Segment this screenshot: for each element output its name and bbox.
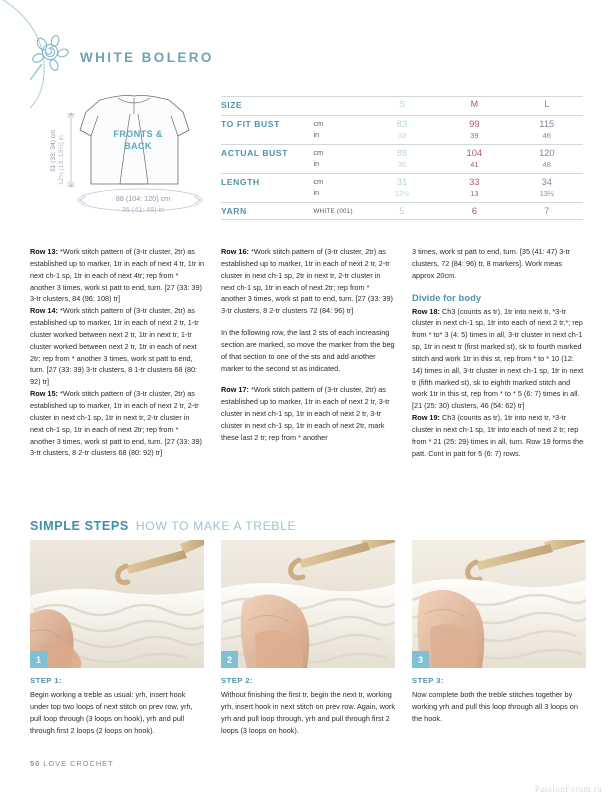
page-header	[30, 34, 214, 80]
unit-cm: cm	[313, 176, 324, 186]
row-unit-to-fit-bust	[314, 115, 366, 144]
cell-yarn-m: 6	[438, 202, 510, 220]
paragraph-row-19	[412, 412, 586, 459]
row-16-text: *Work stitch pattern of (3-tr cluster, 2tr) as established up to marker, 1tr in each of next 2 tr, 2-tr cluster in next ch-1 sp, 2tr in next tr, 2-tr cluster in next ch-1 sp, 1tr in each of next 2tr; rep from * another 3 times, work st patt to end, turn. [27 (33: 39) 3-tr clusters, 8 2-tr clusters 72 (84: 96) tr]	[221, 247, 393, 316]
height-cm: 31 (33: 34) cm	[50, 129, 57, 172]
row-16-label: Row 16:	[221, 247, 249, 256]
val-in: 33	[397, 131, 407, 140]
step-1-illustration	[30, 540, 204, 668]
val-in: 13	[470, 189, 479, 198]
table-row-to-fit-bust	[221, 115, 583, 144]
watermark: PassionForum.ru	[534, 784, 602, 794]
step-number-badge-1: 1	[30, 651, 47, 668]
row-15-label: Row 15:	[30, 389, 58, 399]
instruction-column-1	[30, 246, 204, 460]
step-photo-1	[30, 540, 204, 668]
table-bottom-rule	[221, 220, 583, 221]
val-in: 12½	[394, 189, 410, 198]
step-photo-2	[221, 540, 395, 668]
val-cm: 88	[396, 146, 408, 158]
cell-yarn-s: 5	[366, 202, 438, 220]
row-label-size: SIZE	[221, 97, 314, 116]
schematic-width-dimension	[78, 193, 208, 215]
row-13-label: Row 13:	[30, 247, 58, 256]
paragraph-row-13	[30, 246, 204, 305]
garment-schematic	[52, 92, 217, 222]
step-2-illustration	[221, 540, 395, 668]
val-cm: 34	[541, 175, 552, 187]
unit-in: in	[313, 130, 320, 139]
schematic-height-dimension	[50, 120, 66, 200]
instruction-column-2	[221, 246, 395, 460]
row-19-label: Row 19:	[412, 413, 440, 423]
page-number: 50	[30, 759, 41, 768]
table-row-actual-bust	[221, 144, 583, 173]
schematic-label-line2: BACK	[124, 141, 152, 151]
table-row-yarn	[221, 202, 583, 220]
simple-steps-title: SIMPLE STEPS	[30, 519, 129, 533]
row-unit-size	[314, 97, 366, 116]
val-cm: 33	[469, 175, 480, 187]
row-label-yarn: YARN	[221, 202, 314, 220]
cell-to-fit-bust-l	[511, 115, 583, 144]
paragraph-row-15	[30, 388, 204, 459]
val-cm: 31	[396, 175, 408, 187]
row-unit-yarn	[314, 202, 366, 220]
subheading-divide-for-body: Divide for body	[412, 292, 482, 303]
step-title-2: STEP 2:	[221, 676, 254, 685]
step-title-1: STEP 1:	[30, 676, 63, 685]
val-in: 39	[470, 131, 479, 140]
step-body-1: Begin working a treble as usual: yrh, insert hook under top two loops of next stitch on prev row, yrh, pull loop through (3 loops on hook), yrh and pull through first 2 loops (2 loops on hook).	[30, 690, 193, 735]
val-cm: 83	[396, 117, 408, 129]
flower-spiral-icon	[30, 34, 70, 80]
row-label-length: LENGTH	[221, 173, 314, 202]
simple-steps-list	[30, 540, 586, 736]
step-photo-3	[412, 540, 586, 668]
row-14-text: *Work stitch pattern of (3-tr cluster, 2tr) as established up to marker, 1tr in each of next 2 tr, 1-tr cluster worked between next 2 tr, 1tr in next tr, 1-tr cluster worked between next 2 tr, 1tr in each of next 2tr; rep from * another 3 times, work st patt to end, turn. [27 (33: 39) 3-tr clusters, 8 1-tr clusters 68 (80: 92) tr]	[30, 306, 199, 387]
step-3-illustration	[412, 540, 586, 668]
paragraph-row-18	[412, 306, 586, 413]
yarn-shade-name: WHITE (001)	[313, 207, 353, 215]
instruction-column-3	[412, 246, 586, 460]
row-19-text: Ch3 (counts as tr), 1tr into next tr, *3-tr cluster in next ch-1 sp, 1tr into each of next 2 tr; rep from * 21 (25: 29) times in all, turn. Row 19 forms the patt. Cont in patt for 5 (6: 7) rows.	[412, 413, 584, 458]
pattern-instructions	[30, 246, 586, 460]
row-17-text: *Work stitch pattern of (3-tr cluster, 2tr) as established up to marker, 1tr in each of next 2 tr, 3-tr cluster in next ch-1 sp, 1tr in each of next 2 tr, 3-tr cluster in next ch-1 sp, 1tr in each of next 2tr, mark these last 2 tr; rep from * another	[221, 385, 390, 442]
step-body-2: Without finishing the first tr, begin the next tr, working yrh, insert hook in next stitch on prev row. Again, work yrh and pull loop through, yrh and pull through first 2 loops (3 loops on hook).	[221, 690, 395, 735]
val-cm: 120	[538, 146, 555, 158]
row-17-label: Row 17:	[221, 385, 249, 395]
step-number-badge-3: 3	[412, 651, 429, 668]
row-13-text: *Work stitch pattern of (3-tr cluster, 2tr) as established up to marker, 1tr in each of next 4 tr, 1tr in next ch-1 sp, 1tr in each of next 4tr; rep from * another 3 times, work st patt to end, turn. [27 (33: 39) 3-tr clusters, 84 (96: 108) tr]	[30, 247, 205, 304]
row-label-actual-bust: ACTUAL BUST	[221, 144, 314, 173]
width-in: 35 (41: 48) in	[121, 205, 165, 214]
cell-length-s	[366, 173, 438, 202]
cell-length-l	[511, 173, 583, 202]
row-unit-actual-bust	[314, 144, 366, 173]
step-item-1	[30, 540, 204, 736]
cell-actual-bust-m	[438, 144, 510, 173]
val-in: 13½	[539, 189, 554, 198]
paragraph-row-14	[30, 305, 204, 388]
unit-cm: cm	[313, 118, 324, 128]
row-14-label: Row 14:	[30, 306, 58, 316]
step-item-3	[412, 540, 586, 736]
step-item-2	[221, 540, 395, 736]
row-unit-length	[314, 173, 366, 202]
val-in: 35	[397, 160, 407, 169]
paragraph-row-17	[221, 384, 395, 443]
row-18-text: Ch3 (counts as tr), 1tr into next tr, *3-tr cluster in next ch-1 sp, 1tr into each of next 2 tr,*; rep from * to* 3 (4: 5) times in all, 3-tr cluster in next ch-1 sp, 1tr in next tr (first marked st), sk to fourth marked stitch and work 1tr in this st, rep from * to * 10 (12: 14) times in all, 3-tr cluster in next ch-1 sp, 1tr in next tr (fifth marked st), sk to eighth marked stitch and work 1tr in this st, rep from * to * 5 (6: 7) times in all. [21 (25: 30) clusters, 46 (54: 62) tr]	[412, 306, 584, 411]
cell-size-s: S	[366, 97, 438, 116]
table-row-length	[221, 173, 583, 202]
step-body-3: Now complete both the treble stitches together by working yrh and pull this loop through all 3 loops on the hook.	[412, 690, 578, 723]
val-in: 41	[470, 160, 479, 169]
val-cm: 115	[539, 117, 555, 129]
cell-length-m	[438, 173, 510, 202]
height-in: 12½ (13: 13½) in	[58, 135, 65, 185]
cell-size-m: M	[438, 97, 510, 116]
cell-actual-bust-l	[511, 144, 583, 173]
row-15-text: *Work stitch pattern of (3-tr cluster, 2tr) as established up to marker, 1tr in each of next 2 tr, 2-tr cluster in next ch-1 sp, 1tr in next tr, 2-tr cluster in next ch-1 sp, 1tr in each of next 2tr; rep from * another 3 times, work st patt to end, turn. [27 (33: 39) 3-tr clusters, 8 2-tr clusters 68 (80: 92) tr]	[30, 389, 202, 458]
schematic-label-line1: FRONTS &	[113, 129, 163, 139]
page-title: WHITE BOLERO	[80, 49, 214, 65]
size-table	[221, 96, 583, 220]
unit-in: in	[313, 188, 320, 197]
cell-actual-bust-s	[366, 144, 438, 173]
unit-cm: cm	[313, 147, 324, 157]
row-label-to-fit-bust: TO FIT BUST	[221, 115, 314, 144]
val-in: 46	[542, 131, 551, 140]
val-in: 48	[542, 160, 551, 169]
simple-steps-subtitle: HOW TO MAKE A TREBLE	[135, 519, 297, 533]
publication-name: LOVE CROCHET	[43, 759, 114, 768]
paragraph-marker-note: In the following row, the last 2 sts of each increasing section are marked, so move the marker from the beg of that section to one of the sts and add another marker to the second st as indicated.	[221, 328, 395, 373]
simple-steps-header	[30, 519, 296, 533]
cell-yarn-l: 7	[511, 202, 583, 220]
schematic-label	[98, 128, 178, 152]
width-cm: 88 (104: 120) cm	[115, 194, 171, 203]
cell-to-fit-bust-s	[366, 115, 438, 144]
paragraph-row-16	[221, 246, 395, 317]
step-number-badge-2: 2	[221, 651, 238, 668]
cell-size-l: L	[511, 97, 583, 116]
step-title-3: STEP 3:	[412, 676, 445, 685]
unit-in: in	[313, 159, 320, 168]
cell-to-fit-bust-m	[438, 115, 510, 144]
page-footer	[30, 759, 114, 768]
row-18-label: Row 18:	[412, 306, 440, 316]
val-cm: 99	[469, 117, 480, 129]
paragraph-row-17-continued: 3 times, work st patt to end, turn. [35 (41: 47) 3-tr clusters, 72 (84: 96) tr, 8 markers]. Work meas approx 20cm.	[412, 247, 571, 280]
val-cm: 104	[466, 146, 483, 158]
table-row-size	[221, 97, 583, 116]
